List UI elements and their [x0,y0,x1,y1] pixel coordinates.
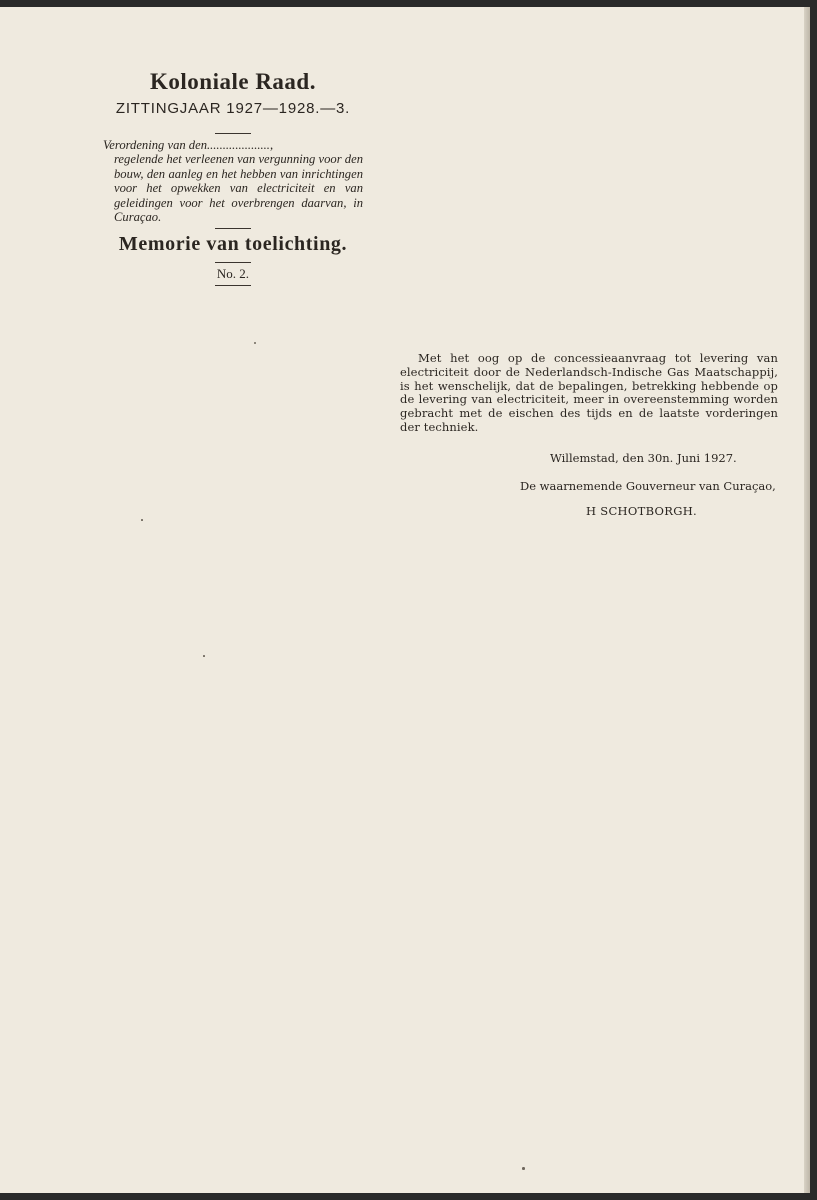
paper-speck [522,1167,525,1170]
place-and-date: Willemstad, den 30n. Juni 1927. [550,450,737,465]
divider [215,228,251,229]
body-paragraph: Met het oog op de concessieaanvraag tot levering van electriciteit door de Nederlandsch-Indische Gas Maatschappij, is het wenschelijk, dat de bepalingen, betrekking hebbende op de levering van electriciteit, meer in overeenstemming worden gebracht met de eischen des tijds en de laatste vorderingen der techniek. [400,351,778,434]
divider [215,285,251,286]
paper-speck [141,519,143,521]
session-year: ZITTINGJAAR 1927—1928.—3. [115,100,351,117]
council-title: Koloniale Raad. [150,69,316,94]
document-page [0,7,810,1193]
page-edge [804,7,810,1193]
paper-speck [203,655,205,657]
document-number: No. 2. [216,266,250,282]
signature-name: H SCHOTBORGH. [586,503,698,518]
paper-speck [254,342,256,344]
ordinance-subject [103,138,363,224]
memo-body [400,352,778,518]
divider [215,262,251,263]
subject-description: regelende het verleenen van vergunning voor den bouw, den aanleg en het hebben van inrichtingen voor het opwekken van electriciteit en van geleidingen voor het overbrengen daarvan, in Curaçao. [114,152,363,225]
document-type-heading: Memorie van toelichting. [118,233,348,256]
subject-first-line: Verordening van den...................., [103,138,274,152]
divider [215,133,251,134]
header-block [103,67,363,286]
governor-title: De waarnemende Gouverneur van Curaçao, [520,478,776,493]
